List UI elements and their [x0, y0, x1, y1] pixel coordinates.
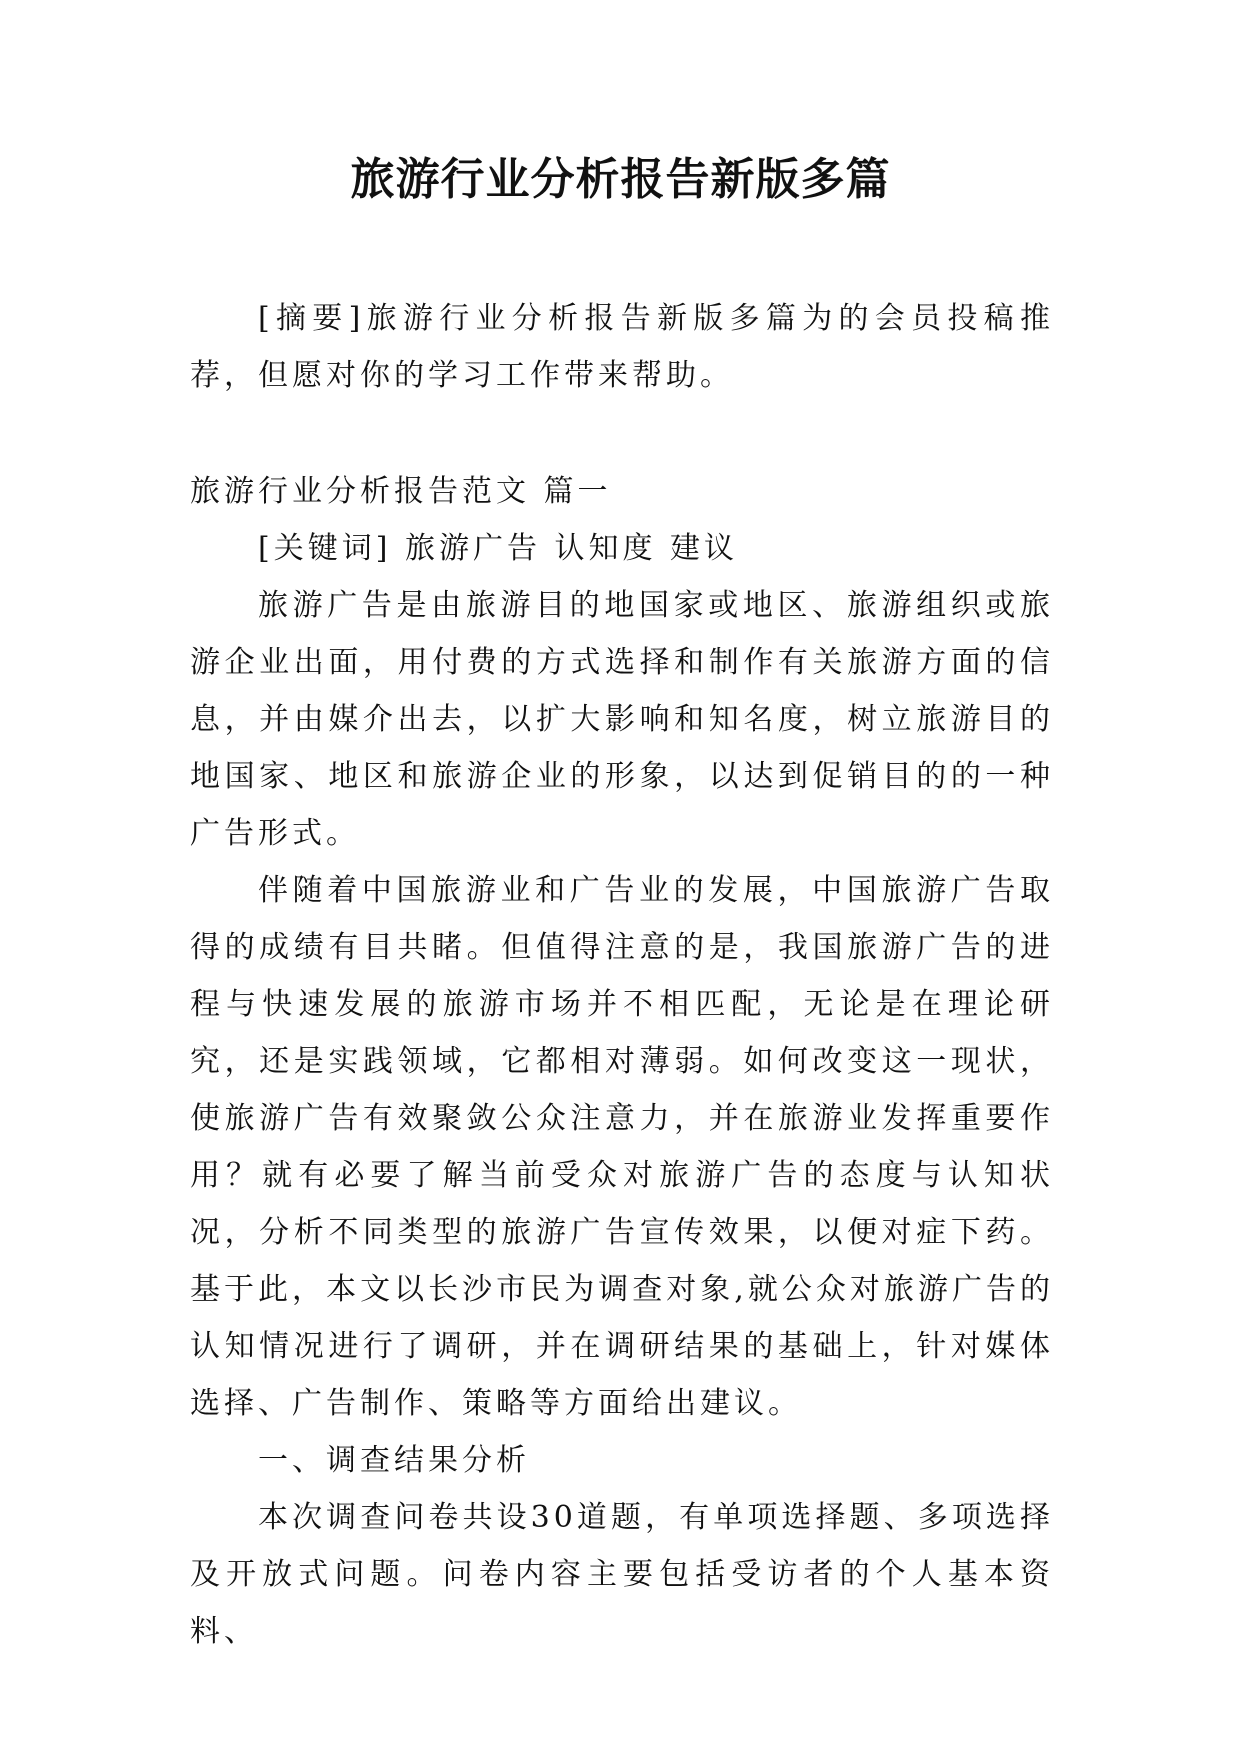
body-paragraph: 本次调查问卷共设30道题，有单项选择题、多项选择及开放式问题。问卷内容主要包括受访者的个人基本资料、: [190, 1500, 1054, 1649]
keywords-line: [关键词] 旅游广告 认知度 建议: [258, 531, 739, 566]
body-paragraph: 旅游广告是由旅游目的地国家或地区、旅游组织或旅游企业出面，用付费的方式选择和制作有关旅游方面的信息，并由媒介出去，以扩大影响和知名度，树立旅游目的地国家、地区和旅游企业的形象，以达到促销目的的一种广告形式。: [190, 588, 1054, 851]
body-paragraph: 伴随着中国旅游业和广告业的发展，中国旅游广告取得的成绩有目共睹。但值得注意的是，我国旅游广告的进程与快速发展的旅游市场并不相匹配，无论是在理论研究，还是实践领域，它都相对薄弱。如何改变这一现状，使旅游广告有效聚敛公众注意力，并在旅游业发挥重要作用？就有必要了解当前受众对旅游广告的态度与认知状况，分析不同类型的旅游广告宣传效果，以便对症下药。基于此，本文以长沙市民为调查对象,就公众对旅游广告的认知情况进行了调研，并在调研结果的基础上，针对媒体选择、广告制作、策略等方面给出建议。: [190, 873, 1054, 1421]
article-body: [190, 463, 1054, 1660]
subheading: 一、调查结果分析: [258, 1443, 530, 1478]
section-title: 旅游行业分析报告范文 篇一: [190, 474, 612, 509]
document-title: 旅游行业分析报告新版多篇: [350, 154, 891, 205]
abstract-paragraph: [摘要]旅游行业分析报告新版多篇为的会员投稿推荐，但愿对你的学习工作带来帮助。: [190, 301, 1054, 393]
